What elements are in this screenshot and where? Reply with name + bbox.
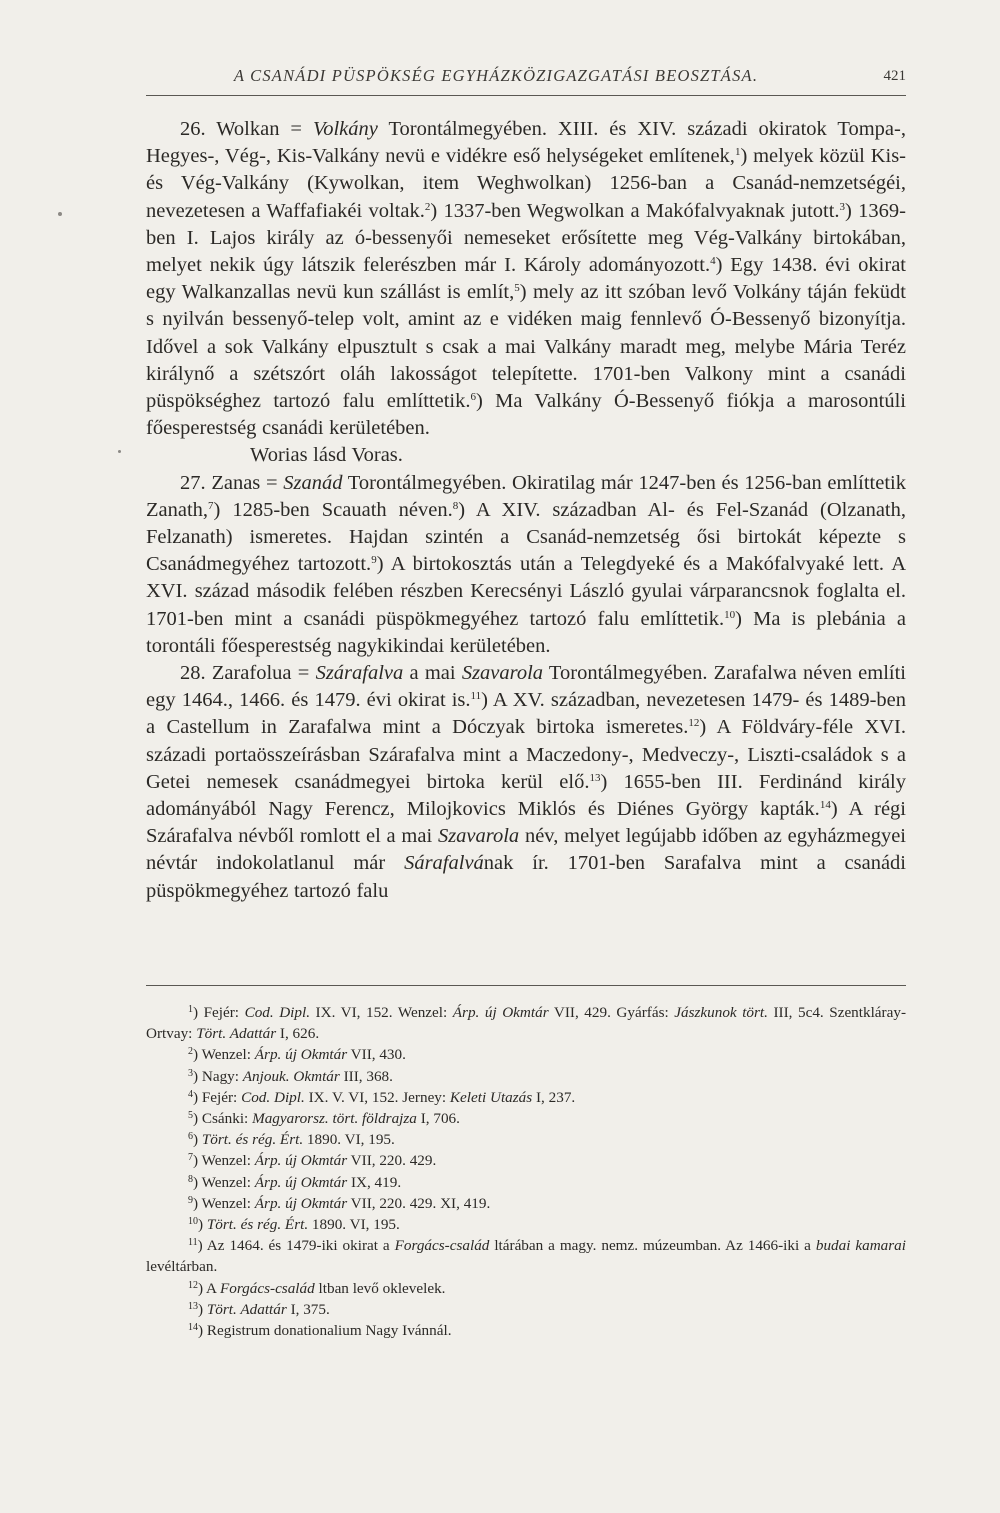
text-run: név, melyet legújabb időben az egyházmegyei névtár indokolatlanul már xyxy=(146,825,906,875)
footnote-number: 12 xyxy=(188,1279,198,1291)
print-speck xyxy=(118,450,121,453)
footnote-number: 13 xyxy=(188,1300,198,1312)
footnote-text: VII, 220. 429. XI, 419. xyxy=(347,1194,491,1212)
footnote-title: Anjouk. Okmtár xyxy=(242,1067,340,1085)
footnote-title: Forgács-család xyxy=(219,1279,315,1297)
footnote-title: Árp. új Okmtár xyxy=(254,1194,348,1212)
text-run: Torontálmegyében. Okiratilag már 1247-ben és 1256-ban említtetik Zanath, xyxy=(146,471,906,521)
footnote-text: ) Fejér: xyxy=(193,1004,245,1021)
footnote-ref: 8 xyxy=(452,499,459,512)
footnote-number: 6 xyxy=(188,1131,193,1143)
footnote xyxy=(146,1235,906,1277)
footnote-title: Tört. és rég. Ért. xyxy=(201,1131,304,1149)
footnote xyxy=(146,1214,906,1235)
entry-26-paragraph xyxy=(146,116,906,442)
footnote-title: Cod. Dipl. xyxy=(244,1004,311,1021)
text-run: ) 1285-ben Scauath néven. xyxy=(213,498,453,521)
footnote-text: IX. VI, 152. Wenzel: xyxy=(310,1004,453,1021)
footnote-text: VII, 429. Gyárfás: xyxy=(548,1004,675,1021)
footnote-text: ) Wenzel: xyxy=(193,1152,255,1170)
footnote-ref: 5 xyxy=(514,282,520,295)
text-run: ) A régi Szárafalva névből romlott el a mai xyxy=(146,798,906,848)
header-rule xyxy=(146,95,906,96)
running-head xyxy=(146,66,906,92)
footnote xyxy=(146,1320,906,1341)
footnote-title: Tört. Adattár xyxy=(206,1300,287,1318)
footnote xyxy=(146,1066,906,1087)
place-name: Szavarola xyxy=(461,662,544,685)
footnote xyxy=(146,1172,906,1193)
place-name: Szárafalva xyxy=(315,662,404,685)
footnote-text: VII, 430. xyxy=(347,1046,406,1064)
footnote-ref: 1 xyxy=(734,146,741,159)
footnote-ref: 2 xyxy=(424,200,431,213)
footnote-text: I, 626. xyxy=(276,1025,320,1043)
text-run: ) A birtokosztás után a Telegdyeké és a Makófalvyaké lett. A XVI. század második felében részben Kerecsényi László gyulai várparancsnok foglalta el. 1701-ben mint a csanádi püspökmegyéhez tartozó falu említtetik. xyxy=(146,553,906,630)
footnote-number: 11 xyxy=(188,1237,198,1249)
entry-28-paragraph xyxy=(146,660,906,905)
footnote xyxy=(146,1129,906,1150)
footnote-text: ltárában a magy. nemz. múzeumban. Az 1466-iki a xyxy=(489,1237,816,1255)
footnote xyxy=(146,1150,906,1171)
text-run: ) Ma Valkány Ó-Bessenyő fiókja a marosontúli főesperestség csanádi kerületében. xyxy=(146,390,906,440)
footnote-number: 7 xyxy=(188,1152,193,1164)
footnote-number: 8 xyxy=(188,1173,193,1185)
footnote-title: Árp. új Okmtár xyxy=(254,1046,348,1064)
footnote-ref: 9 xyxy=(371,554,377,567)
text-run: ) Ma is plebánia a torontáli főesperestség nagykikindai kerületében. xyxy=(146,607,906,657)
text-run: Torontálmegyében. Zarafalwa néven említi egy 1464., 1466. és 1479. évi okirat is. xyxy=(146,662,906,712)
footnote-text: IX. V. VI, 152. Jerney: xyxy=(304,1088,450,1106)
footnote-ref: 13 xyxy=(589,771,601,784)
footnote-text: IX, 419. xyxy=(347,1173,402,1191)
footnote-text: I, 706. xyxy=(416,1110,460,1128)
text-run: ) A XV. században, nevezetesen 1479- és 1489-ben a Castellum in Zarafalwa mint a Dóczyak birtoka ismeretes. xyxy=(146,689,906,739)
place-name: Volkány xyxy=(312,118,378,140)
print-speck xyxy=(58,212,62,216)
footnote-ref: 11 xyxy=(470,690,482,703)
text-run: ) A XIV. században Al- és Fel-Szanád (Olzanath, Felzanath) ismeretes. Hajdan szintén a Csanád-nemzetség ősi birtokát képezte s Csanádmegyéhez tartozott. xyxy=(146,498,906,576)
footnote-text: ) Registrum donationalium Nagy Ivánnál. xyxy=(198,1322,452,1340)
text-run: ) 1369-ben I. Lajos király az ó-bessenyői nemeseket erősítette meg Vég-Valkány birtokában, melyet nekik úgy látszik felerészben már I. Károly adományozott. xyxy=(146,199,906,277)
page-number: 421 xyxy=(883,68,906,84)
footnote-ref: 7 xyxy=(208,499,214,512)
place-name: Szanád xyxy=(283,471,343,494)
text-run: ) Egy 1438. évi okirat egy Walkanzallas nevü kun szállást is említ, xyxy=(146,254,906,304)
footnote-title: Árp. új Okmtár xyxy=(254,1152,348,1170)
footnote-title: Tört. és rég. Ért. xyxy=(206,1216,309,1234)
text-run: 27. Zanas = xyxy=(180,471,284,494)
footnote-number: 3 xyxy=(188,1067,193,1079)
text-run: a mai xyxy=(403,662,462,685)
footnote-title: Árp. új Okmtár xyxy=(254,1173,348,1191)
footnote-ref: 3 xyxy=(839,200,846,213)
entry-27-paragraph xyxy=(146,470,906,660)
footnote-title: Forgács-család xyxy=(394,1237,490,1255)
footnote-ref: 12 xyxy=(688,717,700,730)
text-run: ) 1655-ben III. Ferdinánd király adományából Nagy Ferencz, Milojkovics Miklós és Diénes György kapták. xyxy=(146,770,906,821)
footnote-text: ltban levő oklevelek. xyxy=(314,1279,446,1297)
footnote-text: ) Wenzel: xyxy=(193,1173,255,1191)
place-name: Szavarola xyxy=(437,825,520,848)
footnote-text: 1890. VI, 195. xyxy=(303,1131,395,1149)
footnote-title: Magyarorsz. tört. földrajza xyxy=(252,1110,417,1128)
footnote-title: budai kamarai xyxy=(815,1237,906,1255)
footnote-title: Jászkunok tört. xyxy=(674,1004,768,1021)
text-run: ) melyek közül Kis- és Vég-Valkány (Kywolkan, item Weghwolkan) 1256-ban a Csanád-nemzetségéi, nevezetesen a Waffafiakéi voltak. xyxy=(146,145,907,222)
text-run: ) A Földváry-féle XVI. századi portaösszeírásban Szárafalva mint a Maczedony-, Medveczy-, Liszti-családok s a Getei nemesek csanádmegyei birtoka kerül elő. xyxy=(146,716,907,793)
footnote-title: Tört. Adattár xyxy=(196,1025,277,1043)
text-run: ) mely az itt szóban levő Volkány táján feküdt s nyilván bessenyő-telep volt, amint az e vidéken maig fennlevő Ó-Bessenyő bizonyítja. Idővel a sok Valkány elpusztult s csak a mai Valkány maradt meg, melybe Mária Teréz királynő a szétszórt oláh lakosságot telepítette. 1701-ben Valkony mint a csanádi püspökséghez tartozó falu említtetik. xyxy=(146,281,906,413)
footnote-text: ) A xyxy=(198,1279,220,1297)
footnote xyxy=(146,1002,906,1044)
text-run: ) 1337-ben Wegwolkan a Makófalvyaknak jutott. xyxy=(430,199,840,222)
footnote xyxy=(146,1193,906,1214)
footnote-number: 1 xyxy=(188,1004,193,1015)
footnote-title: Cod. Dipl. xyxy=(241,1088,305,1106)
footnote-rule xyxy=(146,985,906,986)
footnote-number: 2 xyxy=(188,1046,193,1058)
footnote-text: ) xyxy=(198,1216,207,1234)
place-name: Sárafalvá xyxy=(404,852,484,875)
footnote xyxy=(146,1044,906,1065)
footnote-text: ) Az 1464. és 1479-iki okirat a xyxy=(197,1237,395,1255)
footnote-ref: 4 xyxy=(710,255,716,268)
footnote-ref: 14 xyxy=(819,799,831,812)
footnote xyxy=(146,1299,906,1320)
footnote-text: I, 375. xyxy=(286,1300,330,1318)
cross-reference: Worias lásd Voras. xyxy=(250,444,403,467)
footnote-text: ) Wenzel: xyxy=(193,1194,255,1212)
footnote-ref: 10 xyxy=(724,608,736,621)
footnote-text: ) Nagy: xyxy=(193,1067,243,1085)
footnote-number: 10 xyxy=(188,1216,198,1228)
footnote xyxy=(146,1108,906,1129)
footnote-number: 9 xyxy=(188,1194,193,1206)
footnote-text: ) Fejér: xyxy=(193,1088,242,1106)
footnote-text: ) xyxy=(198,1300,207,1318)
body-text xyxy=(146,116,906,905)
footnote-text: III, 368. xyxy=(339,1067,393,1085)
running-title: A CSANÁDI PÜSPÖKSÉG EGYHÁZKÖZIGAZGATÁSI BEOSZTÁSA. xyxy=(233,66,759,85)
footnote xyxy=(146,1278,906,1299)
footnote-text: levéltárban. xyxy=(146,1258,218,1276)
footnotes xyxy=(146,1002,906,1341)
footnote-ref: 6 xyxy=(470,391,476,404)
footnote-text: ) xyxy=(193,1131,202,1149)
text-run: 28. Zarafolua = xyxy=(180,662,316,685)
footnote xyxy=(146,1087,906,1108)
text-run: 26. Wolkan = xyxy=(180,118,313,140)
footnote-number: 14 xyxy=(188,1322,198,1334)
footnote-text: 1890. VI, 195. xyxy=(308,1216,400,1234)
footnote-number: 4 xyxy=(188,1088,193,1100)
footnote-number: 5 xyxy=(188,1110,193,1122)
footnote-text: ) Csánki: xyxy=(193,1110,253,1128)
footnote-text: I, 237. xyxy=(532,1088,576,1106)
footnote-title: Keleti Utazás xyxy=(449,1088,533,1106)
text-run: nak ír. 1701-ben Sarafalva mint a csanádi püspökmegyéhez tartozó falu xyxy=(146,852,906,902)
footnote-text: ) Wenzel: xyxy=(193,1046,255,1064)
text-run: Torontálmegyében. XIII. és XIV. századi okiratok Tompa-, Hegyes-, Vég-, Kis-Valkány nevü e vidékre eső helységeket említenek, xyxy=(146,118,906,168)
footnote-text: III, 5c4. Szentkláray-Ortvay: xyxy=(146,1004,907,1043)
footnote-text: VII, 220. 429. xyxy=(347,1152,437,1170)
footnote-title: Árp. új Okmtár xyxy=(452,1004,549,1021)
